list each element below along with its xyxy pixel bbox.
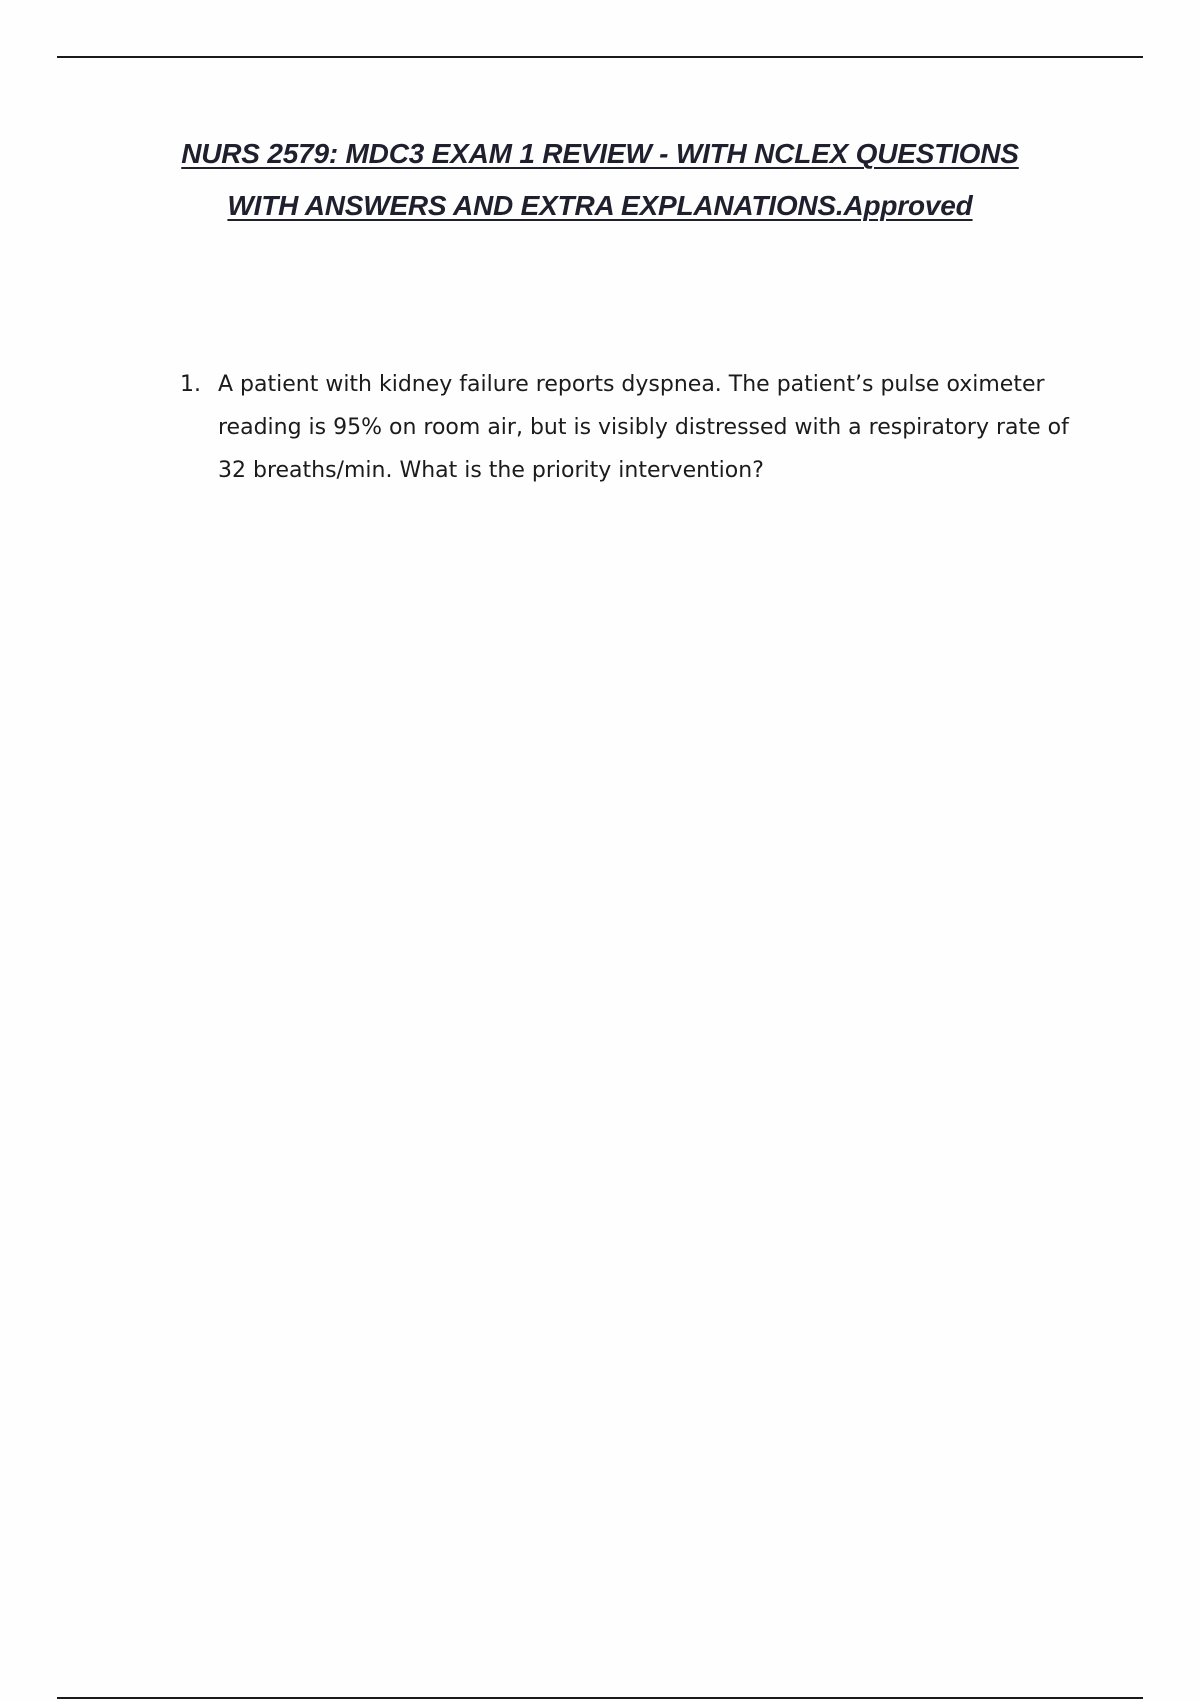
- question-list: [180, 363, 1080, 492]
- question-number: 1.: [180, 372, 201, 397]
- title-line-2: WITH ANSWERS AND EXTRA EXPLANATIONS.Approved: [227, 190, 973, 221]
- question-item: [180, 363, 1080, 492]
- question-text: A patient with kidney failure reports dyspnea. The patient’s pulse oximeter reading is 95% on room air, but is visibly distressed with a respiratory rate of 32 breaths/min. What is the priority intervention?: [218, 372, 1069, 483]
- document-title: [0, 128, 1200, 232]
- footer-rule: [57, 1697, 1143, 1699]
- title-line-1: NURS 2579: MDC3 EXAM 1 REVIEW - WITH NCLEX QUESTIONS: [181, 138, 1019, 169]
- header-rule: [57, 56, 1143, 58]
